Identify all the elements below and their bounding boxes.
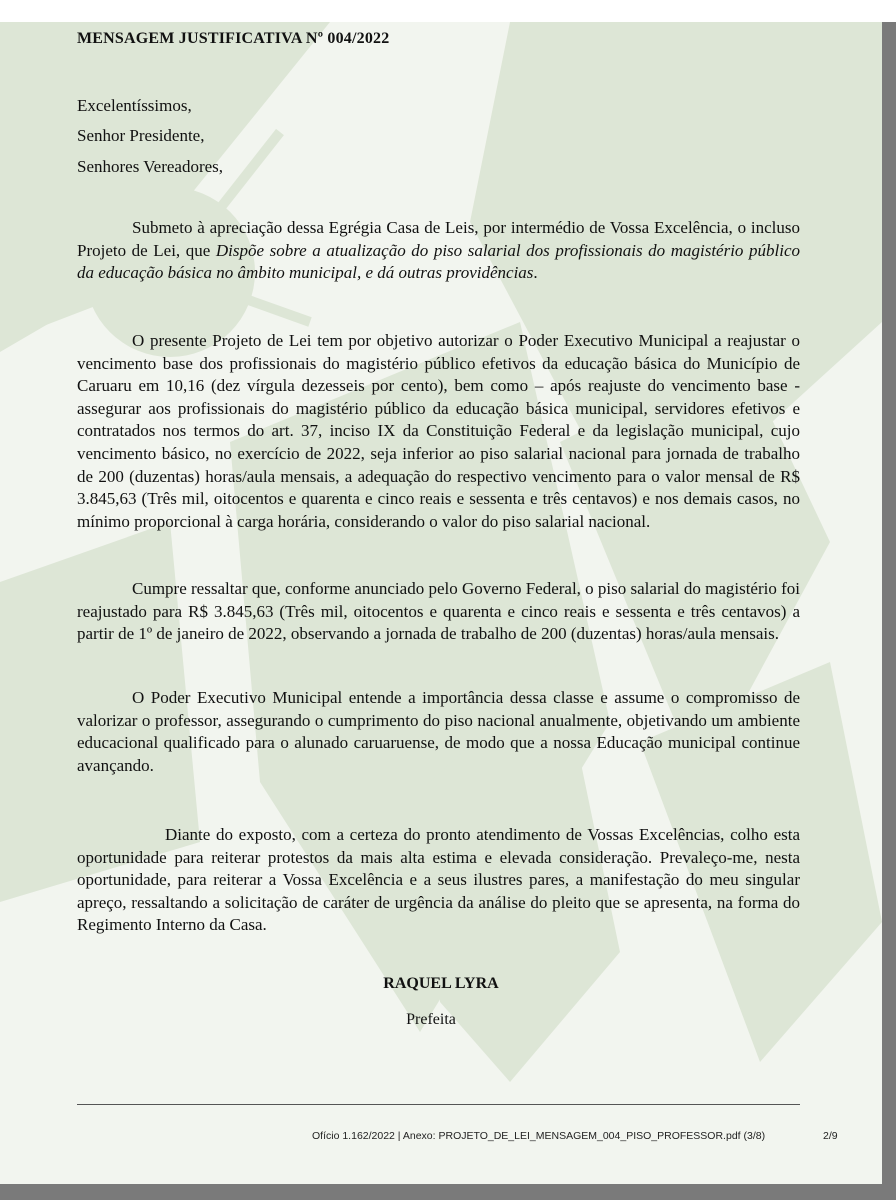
paragraph-intro-lead: Submeto à apreciação dessa Egrégia Casa de Leis, por intermédio de Vossa Excelência, o incluso Projeto de Lei, que <box>77 218 800 260</box>
page-number: 2/9 <box>823 1130 838 1142</box>
salutation-line: Senhores Vereadores, <box>77 157 224 176</box>
footer-reference: Ofício 1.162/2022 | Anexo: PROJETO_DE_LEI_MENSAGEM_004_PISO_PROFESSOR.pdf (3/8) <box>312 1130 766 1142</box>
paragraph-objective: O presente Projeto de Lei tem por objetivo autorizar o Poder Executivo Municipal a reajustar o vencimento base dos profissionais do magistério público efetivos da educação básica do Município de Caruaru em 10,16 (dez vírgula dezesseis por cento), bem como – após reajuste do vencimento base - assegurar aos profissionais do magistério público da educação básica municipal, servidores efetivos e contratados nos termos do art. 37, inciso IX da Constituição Federal e da legislação municipal, cujo vencimento básico, no exercício de 2022, seja inferior ao piso salarial nacional para jornada de trabalho de 200 (duzentas) horas/aula mensais, a adequação do respectivo vencimento para o valor mensal de R$ 3.845,63 (Três mil, oitocentos e quarenta e cinco reais e sessenta e três centavos) e nos demais casos, no mínimo proporcional à carga horária, considerando o valor do piso salarial nacional. <box>77 331 800 531</box>
signature-name: RAQUEL LYRA <box>383 975 499 992</box>
paragraph-intro <box>77 217 800 285</box>
document-title: MENSAGEM JUSTIFICATIVA Nº 004/2022 <box>77 30 390 47</box>
paragraph-federal-floor: Cumpre ressaltar que, conforme anunciado pelo Governo Federal, o piso salarial do magistério foi reajustado para R$ 3.845,63 (Três mil, oitocentos e quarenta e cinco reais e sessenta e três centavos) a partir de 1º de janeiro de 2022, observando a jornada de trabalho de 200 (duzentas) horas/aula mensais. <box>77 579 800 644</box>
document-page <box>0 22 882 1184</box>
paragraph-commitment: O Poder Executivo Municipal entende a importância dessa classe e assume o compromisso de valorizar o professor, assegurando o cumprimento do piso nacional anualmente, objetivando um ambiente educacional qualificado para o alunado caruaruense, de modo que a nossa Educação municipal continue avançando. <box>77 688 800 775</box>
viewer-top-bar <box>0 0 896 22</box>
paragraph-intro-tail: . <box>533 263 538 283</box>
footer-divider <box>77 1104 800 1105</box>
salutation-line: Senhor Presidente, <box>77 126 205 145</box>
bill-subject-italic: Dispõe sobre a atualização do piso salarial dos profissionais do magistério público da educação básica no âmbito municipal, e dá outras providências <box>77 240 800 283</box>
salutation-line: Excelentíssimos, <box>77 96 192 115</box>
paragraph-closing: Diante do exposto, com a certeza do pronto atendimento de Vossas Excelências, colho esta oportunidade para reiterar protestos da mais alta estima e elevada consideração. Prevaleço-me, nesta oportunidade, para reiterar a Vossa Excelência e a seus ilustres pares, a manifestação do meu singular apreço, ressaltando a solicitação de caráter de urgência da análise do pleito que se apresenta, na forma do Regimento Interno da Casa. <box>77 825 800 935</box>
signature-role: Prefeita <box>406 1011 456 1028</box>
